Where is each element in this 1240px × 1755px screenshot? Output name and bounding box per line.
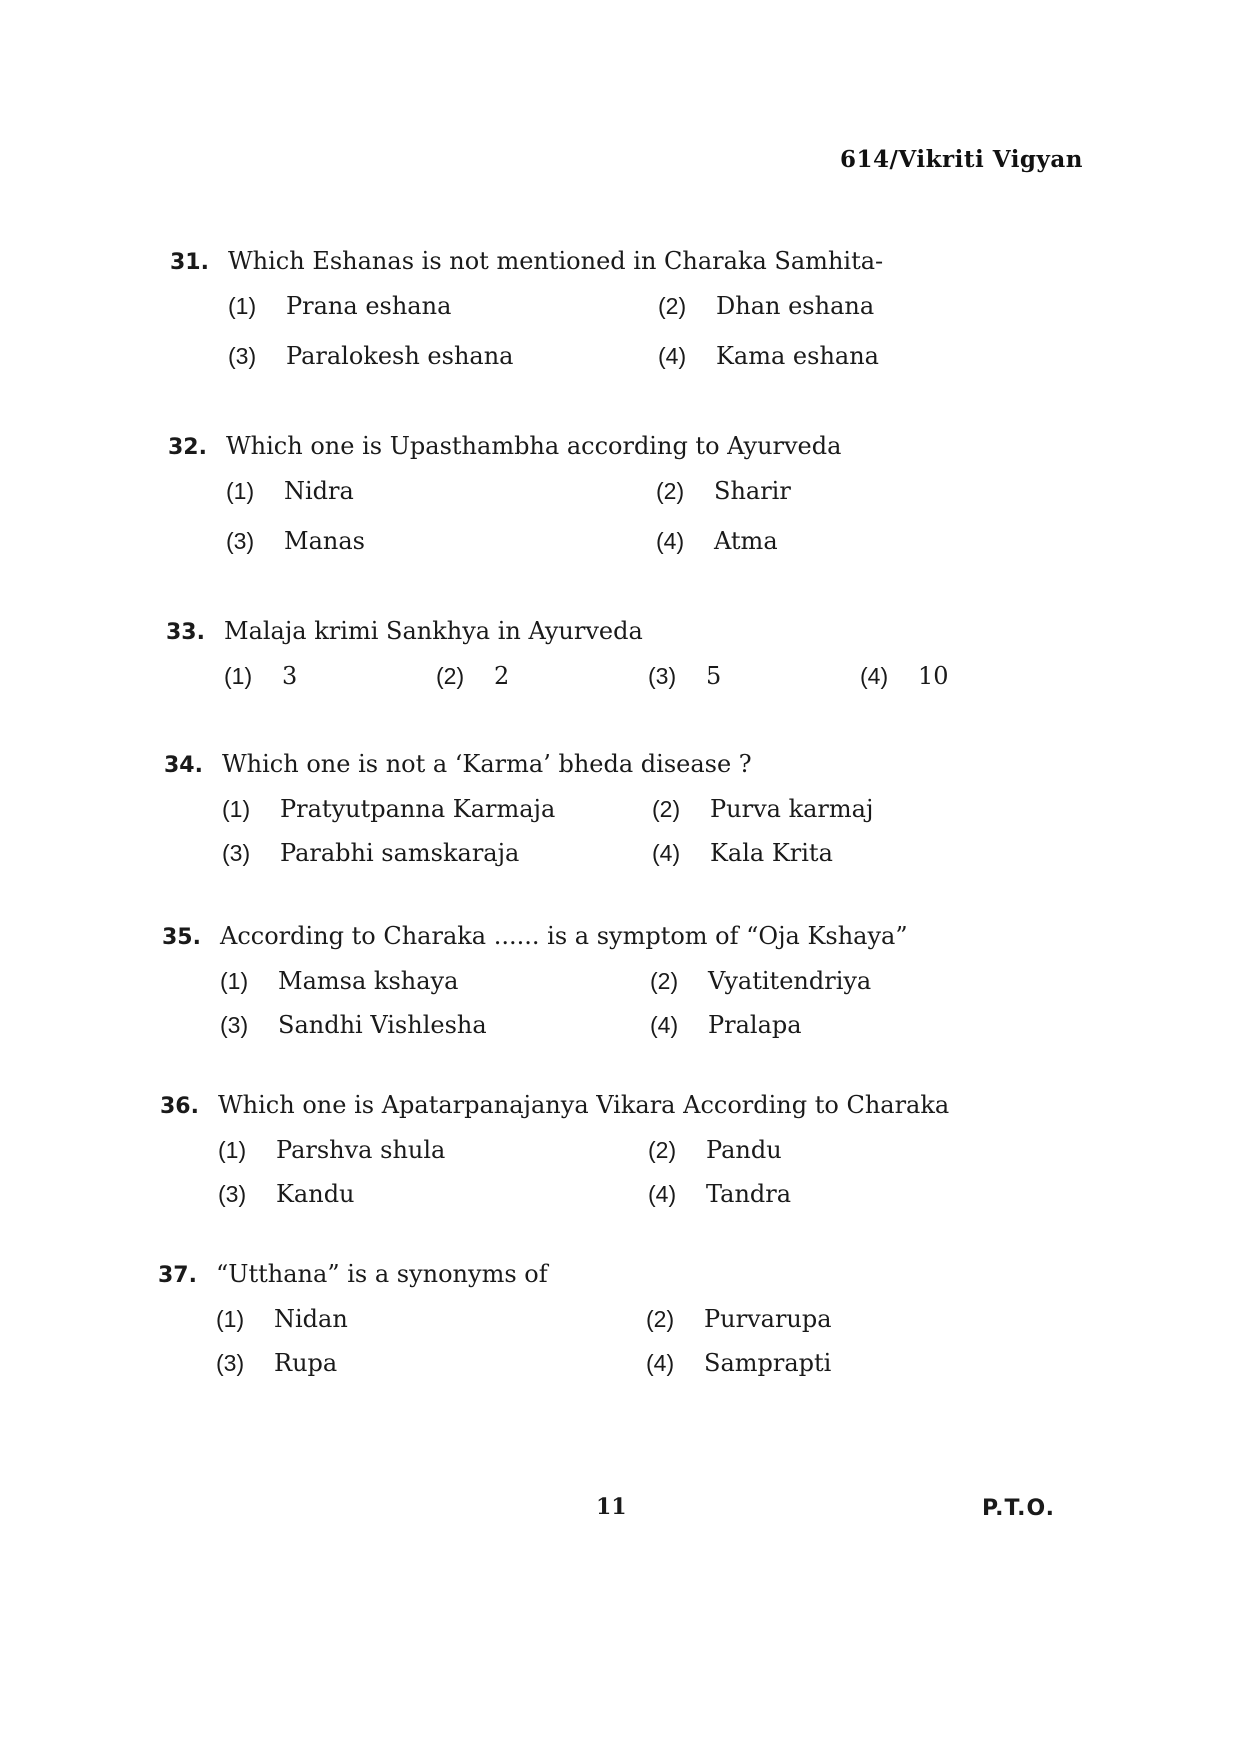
question-33 xyxy=(166,616,1026,691)
question-text: Which one is not a ‘Karma’ bheda disease ? xyxy=(222,750,752,778)
question-34 xyxy=(164,749,1024,868)
question-text: “Utthana” is a synonyms of xyxy=(216,1260,548,1288)
question-number: 35. xyxy=(162,925,201,950)
option-1: (1) Prana eshana xyxy=(228,292,452,320)
question-number: 34. xyxy=(164,753,203,778)
option-3: (3) Paralokesh eshana xyxy=(228,342,514,370)
question-text: Which Eshanas is not mentioned in Charaka Samhita- xyxy=(228,247,884,275)
option-1: (1) Nidra xyxy=(226,477,354,505)
option-4: (4) Atma xyxy=(656,527,778,555)
option-3: (3) Parabhi samskaraja xyxy=(222,839,520,867)
option-4: (4) Samprapti xyxy=(646,1349,832,1377)
option-1: (1) 3 xyxy=(224,662,298,690)
question-number: 33. xyxy=(166,620,205,645)
question-37 xyxy=(158,1259,1018,1378)
question-31 xyxy=(170,246,1030,371)
question-32 xyxy=(168,431,1028,556)
pto-label: P.T.O. xyxy=(982,1496,1056,1521)
option-1: (1) Nidan xyxy=(216,1305,348,1333)
option-3: (3) Manas xyxy=(226,527,365,555)
question-text: Which one is Upasthambha according to Ayurveda xyxy=(226,432,842,460)
question-number: 32. xyxy=(168,435,207,460)
option-3: (3) Rupa xyxy=(216,1349,338,1377)
option-2: (2) Pandu xyxy=(648,1136,782,1164)
option-4: (4) Kama eshana xyxy=(658,342,879,370)
option-2: (2) Purvarupa xyxy=(646,1305,832,1333)
option-1: (1) Mamsa kshaya xyxy=(220,967,459,995)
question-35 xyxy=(162,921,1022,1040)
question-36 xyxy=(160,1090,1020,1209)
question-number: 36. xyxy=(160,1094,199,1119)
option-2: (2) Vyatitendriya xyxy=(650,967,872,995)
option-2: (2) Dhan eshana xyxy=(658,292,875,320)
option-4: (4) Pralapa xyxy=(650,1011,802,1039)
question-text: According to Charaka ...... is a symptom of “Oja Kshaya” xyxy=(220,922,908,950)
option-4: (4) 10 xyxy=(860,662,949,690)
option-2: (2) Purva karmaj xyxy=(652,795,874,823)
option-4: (4) Tandra xyxy=(648,1180,792,1208)
option-2: (2) Sharir xyxy=(656,477,791,505)
option-2: (2) 2 xyxy=(436,662,510,690)
option-4: (4) Kala Krita xyxy=(652,839,833,867)
option-3: (3) Kandu xyxy=(218,1180,355,1208)
page-header-title: 614/Vikriti Vigyan xyxy=(840,146,1083,173)
page-number: 11 xyxy=(596,1494,627,1520)
option-1: (1) Pratyutpanna Karmaja xyxy=(222,795,556,823)
option-3: (3) 5 xyxy=(648,662,722,690)
option-1: (1) Parshva shula xyxy=(218,1136,446,1164)
question-number: 37. xyxy=(158,1263,197,1288)
question-number: 31. xyxy=(170,250,209,275)
option-3: (3) Sandhi Vishlesha xyxy=(220,1011,487,1039)
question-text: Which one is Apatarpanajanya Vikara According to Charaka xyxy=(218,1091,950,1119)
question-text: Malaja krimi Sankhya in Ayurveda xyxy=(224,617,643,645)
